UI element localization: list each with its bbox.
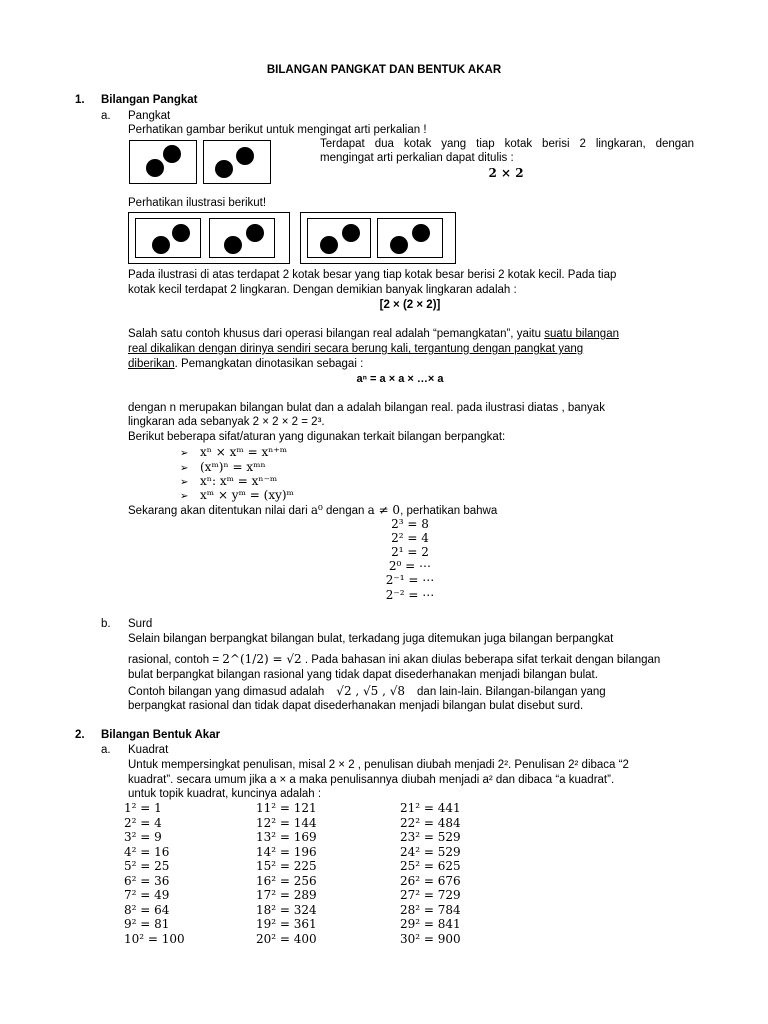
arrow-bullet-icon: ➢ xyxy=(180,477,189,488)
power-row: 2¹ = 2 xyxy=(391,545,429,559)
square-entry: 15² = 225 xyxy=(256,859,317,873)
circle-icon xyxy=(246,224,264,242)
subsection-1b-heading: Surd xyxy=(128,618,153,630)
circle-icon xyxy=(236,147,254,165)
zero-power-text: Sekarang akan ditentukan nilai dari xyxy=(128,505,311,517)
expression-power-def: aⁿ = a × a × …× a xyxy=(356,373,444,385)
square-entry: 23² = 529 xyxy=(400,830,461,844)
square-entry: 8² = 64 xyxy=(124,902,170,917)
surd-text: Contoh bilangan yang dimasud adalah xyxy=(128,686,325,698)
pemangkatan-text: . Pemangkatan dinotasikan sebagai : xyxy=(174,358,364,370)
section-1-heading: Bilangan Pangkat xyxy=(101,94,198,106)
figure-big-box xyxy=(300,212,456,264)
figure-small-box xyxy=(209,218,275,258)
square-entry: 25² = 625 xyxy=(400,859,461,873)
square-entry: 30² = 900 xyxy=(400,931,461,946)
square-entry: 11² = 121 xyxy=(256,801,317,815)
rules-intro: Berikut beberapa sifat/aturan yang digunakan terkait bilangan berpangkat: xyxy=(128,431,506,443)
zero-power-text: dengan xyxy=(322,505,368,517)
surd-text: dan lain-lain. Bilangan-bilangan yang xyxy=(417,686,606,698)
circle-icon xyxy=(152,236,170,254)
arrow-bullet-icon: ➢ xyxy=(180,491,189,502)
illustration-text-line1: Pada ilustrasi di atas terdapat 2 kotak besar yang tiap kotak besar berisi 2 kotak kecil. Pada tiap xyxy=(128,269,617,281)
square-entry: 27² = 729 xyxy=(400,888,461,902)
kuadrat-line3: untuk topik kuadrat, kuncinya adalah : xyxy=(128,788,322,800)
subsection-1a-heading: Pangkat xyxy=(128,110,171,122)
figure-small-box xyxy=(135,218,201,258)
rule-text: xⁿ × xᵐ = xⁿ⁺ᵐ xyxy=(200,445,288,459)
figure-1-caption-line1: Terdapat dua kotak yang tiap kotak berisi 2 lingkaran, dengan xyxy=(320,138,694,150)
square-entry: 28² = 784 xyxy=(400,902,461,917)
rule-text: xᵐ × yᵐ = (xy)ᵐ xyxy=(200,488,294,502)
zero-power-math: a ≠ 0 xyxy=(367,503,401,517)
expression-nested: [2 × (2 × 2)] xyxy=(379,299,441,311)
surd-line2 xyxy=(128,652,660,667)
square-entry: 14² = 196 xyxy=(256,844,317,859)
rule-item xyxy=(180,488,294,504)
square-entry: 6² = 36 xyxy=(124,873,170,888)
square-entry: 26² = 676 xyxy=(400,873,461,888)
power-row: 2⁻¹ = ⋯ xyxy=(385,573,435,587)
square-entry: 5² = 25 xyxy=(124,859,170,873)
circle-icon xyxy=(412,224,430,242)
arrow-bullet-icon: ➢ xyxy=(180,463,189,474)
square-entry: 7² = 49 xyxy=(124,888,170,902)
figure-1-caption-line2: mengingat arti perkalian dapat ditulis : xyxy=(320,152,514,164)
square-entry: 3² = 9 xyxy=(124,830,162,844)
subsection-1b-label: b. xyxy=(101,618,111,630)
power-row: 2³ = 8 xyxy=(391,517,429,531)
power-row: 2² = 4 xyxy=(391,531,429,545)
section-1-number: 1. xyxy=(75,94,85,106)
square-entry: 1² = 1 xyxy=(124,801,162,815)
circle-icon xyxy=(320,236,338,254)
square-entry: 20² = 400 xyxy=(256,931,317,946)
kuadrat-line2: kuadrat”. secara umum jika a × a maka penulisannya diubah menjadi a² dan dibaca “a kuadrat”. xyxy=(128,774,615,786)
surd-text: rasional, contoh = xyxy=(128,654,223,666)
pemangkatan-text: Salah satu contoh khusus dari operasi bilangan real adalah “pemangkatan”, yaitu xyxy=(128,328,545,340)
square-entry: 22² = 484 xyxy=(400,815,461,830)
square-entry: 24² = 529 xyxy=(400,844,461,859)
figure-box xyxy=(129,140,197,184)
section-2-number: 2. xyxy=(75,729,85,741)
pemangkatan-line1 xyxy=(128,327,619,341)
page-title: BILANGAN PANGKAT DAN BENTUK AKAR xyxy=(266,64,502,76)
square-entry: 2² = 4 xyxy=(124,815,162,830)
square-entry: 4² = 16 xyxy=(124,844,170,859)
circle-icon xyxy=(390,236,408,254)
subsection-1a-label: a. xyxy=(101,110,111,122)
circle-icon xyxy=(146,159,164,177)
perkalian-intro: Perhatikan gambar berikut untuk mengingat arti perkalian ! xyxy=(128,124,427,136)
circle-icon xyxy=(342,224,360,242)
square-entry: 12² = 144 xyxy=(256,815,317,830)
definition-line2: lingkaran ada sebanyak 2 × 2 × 2 = 2³. xyxy=(128,416,325,428)
pemangkatan-line3 xyxy=(128,357,363,371)
square-entry: 9² = 81 xyxy=(124,917,170,931)
surd-line5: berpangkat rasional dan tidak dapat disederhanakan menjadi bilangan bulat disebut surd. xyxy=(128,700,584,712)
circle-icon xyxy=(172,224,190,242)
square-entry: 17² = 289 xyxy=(256,888,317,902)
surd-text: . Pada bahasan ini akan diulas beberapa sifat terkait dengan bilangan xyxy=(301,654,661,666)
square-entry: 13² = 169 xyxy=(256,830,317,844)
pemangkatan-line2: real dikalikan dengan dirinya sendiri secara berung kali, tergantung dengan pangkat yang xyxy=(128,343,584,355)
illustration-intro: Perhatikan ilustrasi berikut! xyxy=(128,197,267,209)
circle-icon xyxy=(224,236,242,254)
circle-icon xyxy=(163,145,181,163)
figure-box xyxy=(203,140,271,184)
subsection-2a-heading: Kuadrat xyxy=(128,744,169,756)
power-row: 2⁰ = ⋯ xyxy=(388,559,432,573)
power-row: 2⁻² = ⋯ xyxy=(385,588,435,602)
subsection-2a-label: a. xyxy=(101,744,111,756)
zero-power-intro xyxy=(128,503,497,518)
surd-line3: bulat berpangkat bilangan rasional yang tidak dapat disederhanakan menjadi bilangan bulat. xyxy=(128,669,598,681)
kuadrat-line1: Untuk mempersingkat penulisan, misal 2 × 2 , penulisan diubah menjadi 2². Penulisan 2² dibaca “2 xyxy=(128,759,629,771)
square-entry: 10² = 100 xyxy=(124,931,185,946)
figure-small-box xyxy=(377,218,443,258)
arrow-bullet-icon: ➢ xyxy=(180,448,189,459)
circle-icon xyxy=(215,160,233,178)
square-entry: 19² = 361 xyxy=(256,917,317,931)
figure-small-box xyxy=(307,218,371,258)
section-2-heading: Bilangan Bentuk Akar xyxy=(101,729,221,741)
surd-line4 xyxy=(128,684,606,699)
square-entry: 16² = 256 xyxy=(256,873,317,888)
expression-2x2: 2 × 2 xyxy=(488,166,524,180)
square-entry: 29² = 841 xyxy=(400,917,461,931)
zero-power-text: , perhatikan bahwa xyxy=(400,505,498,517)
rule-text: xⁿ: xᵐ = xⁿ⁻ᵐ xyxy=(200,474,278,488)
pemangkatan-underlined: suatu bilangan xyxy=(544,328,619,340)
pemangkatan-underlined: diberikan xyxy=(128,358,175,370)
square-entry: 18² = 324 xyxy=(256,902,317,917)
surd-math: √2 , √5 , √8 xyxy=(336,684,406,698)
figure-big-box xyxy=(128,212,290,264)
rule-text: (xᵐ)ⁿ = xᵐⁿ xyxy=(200,460,266,474)
rule-item xyxy=(180,445,287,461)
square-entry: 21² = 441 xyxy=(400,801,461,815)
surd-line1: Selain bilangan berpangkat bilangan bulat, terkadang juga ditemukan juga bilangan berpangkat xyxy=(128,633,614,645)
surd-math: 2^(1/2) = √2 xyxy=(222,652,302,666)
zero-power-math: a⁰ xyxy=(310,503,323,517)
illustration-text-line2: kotak kecil terdapat 2 lingkaran. Dengan demikian banyak lingkaran adalah : xyxy=(128,284,517,296)
definition-line1: dengan n merupakan bilangan bulat dan a adalah bilangan real. pada ilustrasi diatas , banyak xyxy=(128,402,605,414)
